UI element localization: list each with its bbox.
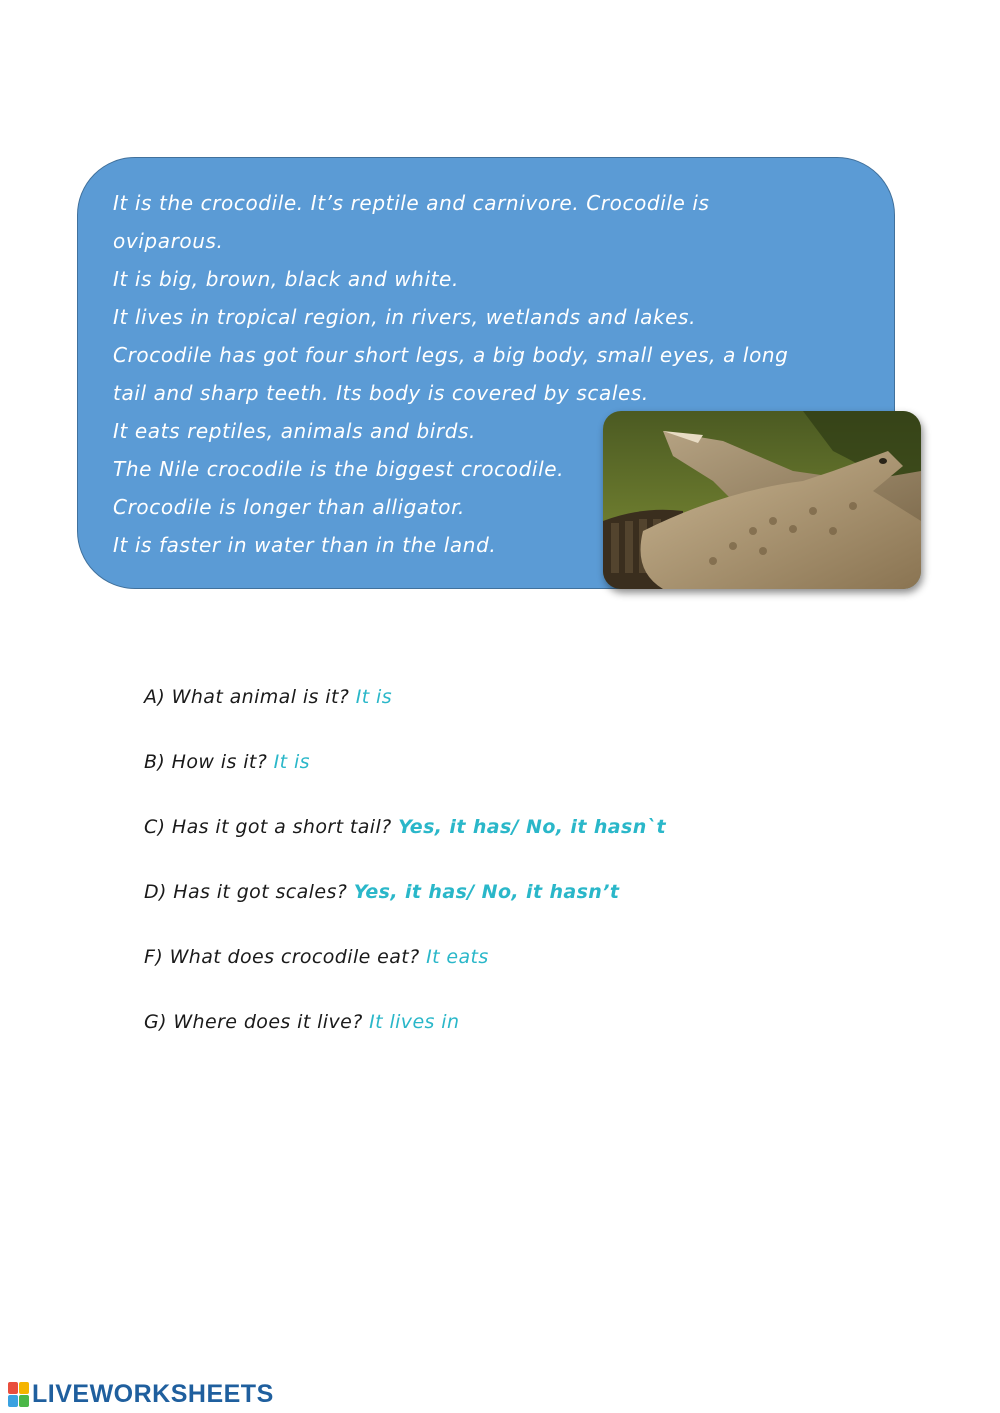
reading-line: It is faster in water than in the land. xyxy=(113,533,497,557)
liveworksheets-logo-icon xyxy=(8,1382,29,1407)
question-text: A) What animal is it? xyxy=(144,686,350,708)
answer-choice-field[interactable]: Yes, it has/ No, it hasn`t xyxy=(398,816,666,838)
question-item xyxy=(144,686,392,708)
question-item xyxy=(144,751,310,773)
question-text: D) Has it got scales? xyxy=(144,881,348,903)
reading-line: It is the crocodile. It’s reptile and carnivore. Crocodile is xyxy=(113,191,710,215)
question-item xyxy=(144,816,666,838)
footer-logo[interactable] xyxy=(8,1380,274,1409)
question-item xyxy=(144,881,619,903)
crocodile-photo xyxy=(603,411,921,589)
answer-field[interactable]: It is xyxy=(355,686,393,708)
reading-line: It lives in tropical region, in rivers, wetlands and lakes. xyxy=(113,305,697,329)
question-text: G) Where does it live? xyxy=(144,1011,363,1033)
reading-line: The Nile crocodile is the biggest crocodile. xyxy=(113,457,565,481)
answer-choice-field[interactable]: Yes, it has/ No, it hasn’t xyxy=(353,881,620,903)
crocodile-illustration xyxy=(603,411,921,589)
answer-field[interactable]: It lives in xyxy=(369,1011,460,1033)
reading-line: It eats reptiles, animals and birds. xyxy=(113,419,476,443)
reading-line: It is big, brown, black and white. xyxy=(113,267,459,291)
reading-line: Crocodile has got four short legs, a big body, small eyes, a long xyxy=(113,343,789,367)
brand-name: LIVEWORKSHEETS xyxy=(32,1380,274,1408)
answer-field[interactable]: It eats xyxy=(426,946,489,968)
question-item xyxy=(144,1011,459,1033)
reading-line: oviparous. xyxy=(113,229,224,253)
question-text: F) What does crocodile eat? xyxy=(144,946,420,968)
reading-line: tail and sharp teeth. Its body is covered by scales. xyxy=(113,381,649,405)
question-text: C) Has it got a short tail? xyxy=(144,816,392,838)
reading-line: Crocodile is longer than alligator. xyxy=(113,495,466,519)
answer-field[interactable]: It is xyxy=(273,751,310,773)
question-text: B) How is it? xyxy=(144,751,268,773)
question-item xyxy=(144,946,489,968)
